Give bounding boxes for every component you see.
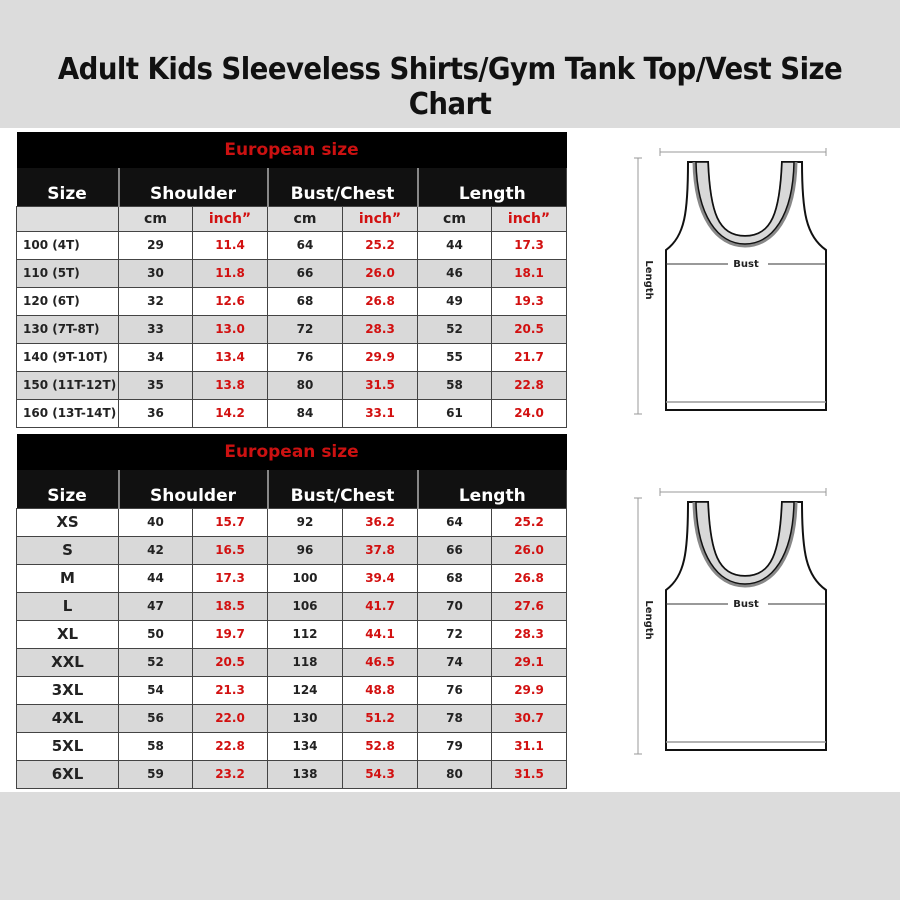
shoulder-cm-cell: 29: [119, 231, 193, 259]
bust-cm-cell: 84: [268, 399, 343, 427]
kids-size-table: [16, 132, 567, 428]
bust-inch-cell: 44.1: [343, 620, 418, 648]
shoulder-inch-cell: 22.8: [193, 732, 268, 760]
units-blank: [17, 206, 119, 231]
shoulder-cm-cell: 33: [119, 315, 193, 343]
bust-cm-cell: 92: [268, 508, 343, 536]
banner-text: European size: [17, 434, 567, 470]
unit-inch: inch”: [193, 206, 268, 231]
tank-top-diagram: [630, 480, 840, 765]
length-label: Length: [643, 260, 654, 300]
length-inch-cell: 29.1: [492, 648, 567, 676]
bust-inch-cell: 54.3: [343, 760, 418, 788]
unit-cm: cm: [268, 206, 343, 231]
table-row: [17, 648, 567, 676]
length-cm-cell: 64: [418, 508, 492, 536]
shoulder-inch-cell: 13.0: [193, 315, 268, 343]
length-inch-cell: 26.0: [492, 536, 567, 564]
length-inch-cell: 26.8: [492, 564, 567, 592]
table-row: [17, 371, 567, 399]
length-inch-cell: 20.5: [492, 315, 567, 343]
shoulder-cm-cell: 56: [119, 704, 193, 732]
table-row: [17, 508, 567, 536]
unit-cm: cm: [418, 206, 492, 231]
length-inch-cell: 25.2: [492, 508, 567, 536]
shoulder-cm-cell: 36: [119, 399, 193, 427]
bust-inch-cell: 28.3: [343, 315, 418, 343]
bust-cm-cell: 112: [268, 620, 343, 648]
table-header-row: [17, 168, 567, 206]
bust-inch-cell: 26.0: [343, 259, 418, 287]
header-bust: Bust/Chest: [268, 168, 418, 206]
table-row: [17, 259, 567, 287]
length-cm-cell: 80: [418, 760, 492, 788]
shoulder-inch-cell: 23.2: [193, 760, 268, 788]
shoulder-cm-cell: 42: [119, 536, 193, 564]
shoulder-inch-cell: 13.8: [193, 371, 268, 399]
bust-cm-cell: 64: [268, 231, 343, 259]
shoulder-inch-cell: 12.6: [193, 287, 268, 315]
shoulder-cm-cell: 40: [119, 508, 193, 536]
length-cm-cell: 61: [418, 399, 492, 427]
bust-cm-cell: 76: [268, 343, 343, 371]
shoulder-inch-cell: 11.4: [193, 231, 268, 259]
table-row: [17, 343, 567, 371]
size-cell: 6XL: [17, 760, 119, 788]
bust-cm-cell: 106: [268, 592, 343, 620]
bust-inch-cell: 48.8: [343, 676, 418, 704]
bust-label: Bust: [733, 259, 759, 270]
bust-cm-cell: 68: [268, 287, 343, 315]
length-cm-cell: 55: [418, 343, 492, 371]
size-cell: XL: [17, 620, 119, 648]
size-cell: 120 (6T): [17, 287, 119, 315]
bust-inch-cell: 52.8: [343, 732, 418, 760]
size-cell: 160 (13T-14T): [17, 399, 119, 427]
shoulder-inch-cell: 16.5: [193, 536, 268, 564]
length-cm-cell: 58: [418, 371, 492, 399]
shoulder-inch-cell: 18.5: [193, 592, 268, 620]
bust-cm-cell: 80: [268, 371, 343, 399]
shoulder-inch-cell: 14.2: [193, 399, 268, 427]
shoulder-inch-cell: 20.5: [193, 648, 268, 676]
table-row: [17, 676, 567, 704]
length-inch-cell: 22.8: [492, 371, 567, 399]
table-row: [17, 315, 567, 343]
length-cm-cell: 66: [418, 536, 492, 564]
size-cell: 3XL: [17, 676, 119, 704]
length-inch-cell: 30.7: [492, 704, 567, 732]
header-size: Size: [17, 168, 119, 206]
shoulder-cm-cell: 50: [119, 620, 193, 648]
table-header-row: [17, 470, 567, 508]
length-cm-cell: 79: [418, 732, 492, 760]
bust-cm-cell: 100: [268, 564, 343, 592]
table-row: [17, 592, 567, 620]
shoulder-cm-cell: 47: [119, 592, 193, 620]
size-cell: L: [17, 592, 119, 620]
shoulder-cm-cell: 58: [119, 732, 193, 760]
size-cell: XS: [17, 508, 119, 536]
size-cell: S: [17, 536, 119, 564]
size-cell: 100 (4T): [17, 231, 119, 259]
length-inch-cell: 17.3: [492, 231, 567, 259]
shoulder-inch-cell: 11.8: [193, 259, 268, 287]
size-cell: 140 (9T-10T): [17, 343, 119, 371]
shoulder-inch-cell: 22.0: [193, 704, 268, 732]
unit-inch: inch”: [343, 206, 418, 231]
length-inch-cell: 29.9: [492, 676, 567, 704]
table-banner: [17, 132, 567, 168]
length-cm-cell: 44: [418, 231, 492, 259]
bust-inch-cell: 31.5: [343, 371, 418, 399]
shoulder-cm-cell: 30: [119, 259, 193, 287]
shoulder-cm-cell: 44: [119, 564, 193, 592]
bust-cm-cell: 72: [268, 315, 343, 343]
header-size: Size: [17, 470, 119, 508]
table-row: [17, 231, 567, 259]
bust-inch-cell: 25.2: [343, 231, 418, 259]
bust-cm-cell: 134: [268, 732, 343, 760]
size-cell: 110 (5T): [17, 259, 119, 287]
length-inch-cell: 31.5: [492, 760, 567, 788]
bust-inch-cell: 26.8: [343, 287, 418, 315]
size-cell: M: [17, 564, 119, 592]
shoulder-inch-cell: 21.3: [193, 676, 268, 704]
table-banner: [17, 434, 567, 470]
shoulder-inch-cell: 13.4: [193, 343, 268, 371]
length-cm-cell: 46: [418, 259, 492, 287]
unit-cm: cm: [119, 206, 193, 231]
table-row: [17, 287, 567, 315]
table-row: [17, 760, 567, 788]
length-inch-cell: 31.1: [492, 732, 567, 760]
length-cm-cell: 72: [418, 620, 492, 648]
table-row: [17, 536, 567, 564]
bust-cm-cell: 66: [268, 259, 343, 287]
length-inch-cell: 19.3: [492, 287, 567, 315]
length-inch-cell: 18.1: [492, 259, 567, 287]
bust-inch-cell: 33.1: [343, 399, 418, 427]
bust-label: Bust: [733, 599, 759, 610]
table-row: [17, 399, 567, 427]
unit-inch: inch”: [492, 206, 567, 231]
tank-top-diagram: [630, 140, 840, 425]
bust-inch-cell: 51.2: [343, 704, 418, 732]
length-inch-cell: 28.3: [492, 620, 567, 648]
table-row: [17, 704, 567, 732]
header-length: Length: [418, 470, 567, 508]
bust-inch-cell: 37.8: [343, 536, 418, 564]
shoulder-inch-cell: 19.7: [193, 620, 268, 648]
length-cm-cell: 70: [418, 592, 492, 620]
bust-cm-cell: 138: [268, 760, 343, 788]
shoulder-cm-cell: 54: [119, 676, 193, 704]
tank-top-icon: [630, 480, 840, 765]
header-shoulder: Shoulder: [119, 470, 268, 508]
header-length: Length: [418, 168, 567, 206]
table-row: [17, 620, 567, 648]
size-cell: 130 (7T-8T): [17, 315, 119, 343]
length-cm-cell: 78: [418, 704, 492, 732]
table-row: [17, 564, 567, 592]
length-cm-cell: 68: [418, 564, 492, 592]
table-row: [17, 732, 567, 760]
shoulder-cm-cell: 59: [119, 760, 193, 788]
bust-inch-cell: 29.9: [343, 343, 418, 371]
length-cm-cell: 74: [418, 648, 492, 676]
shoulder-cm-cell: 35: [119, 371, 193, 399]
shoulder-cm-cell: 34: [119, 343, 193, 371]
length-inch-cell: 27.6: [492, 592, 567, 620]
tank-top-icon: [630, 140, 840, 425]
header-shoulder: Shoulder: [119, 168, 268, 206]
units-row: [17, 206, 567, 231]
length-label: Length: [643, 600, 654, 640]
size-cell: 4XL: [17, 704, 119, 732]
length-cm-cell: 76: [418, 676, 492, 704]
length-inch-cell: 24.0: [492, 399, 567, 427]
bust-cm-cell: 130: [268, 704, 343, 732]
bust-inch-cell: 46.5: [343, 648, 418, 676]
shoulder-inch-cell: 15.7: [193, 508, 268, 536]
length-inch-cell: 21.7: [492, 343, 567, 371]
adult-size-table: [16, 434, 567, 789]
length-cm-cell: 52: [418, 315, 492, 343]
size-cell: XXL: [17, 648, 119, 676]
shoulder-cm-cell: 32: [119, 287, 193, 315]
size-cell: 150 (11T-12T): [17, 371, 119, 399]
bust-inch-cell: 39.4: [343, 564, 418, 592]
bust-inch-cell: 41.7: [343, 592, 418, 620]
size-cell: 5XL: [17, 732, 119, 760]
length-cm-cell: 49: [418, 287, 492, 315]
header-bust: Bust/Chest: [268, 470, 418, 508]
bottom-band: [0, 792, 900, 900]
bust-cm-cell: 118: [268, 648, 343, 676]
page-title: Adult Kids Sleeveless Shirts/Gym Tank Top/Vest Size Chart: [57, 52, 843, 122]
bust-inch-cell: 36.2: [343, 508, 418, 536]
bust-cm-cell: 96: [268, 536, 343, 564]
shoulder-inch-cell: 17.3: [193, 564, 268, 592]
shoulder-cm-cell: 52: [119, 648, 193, 676]
bust-cm-cell: 124: [268, 676, 343, 704]
banner-text: European size: [17, 132, 567, 168]
